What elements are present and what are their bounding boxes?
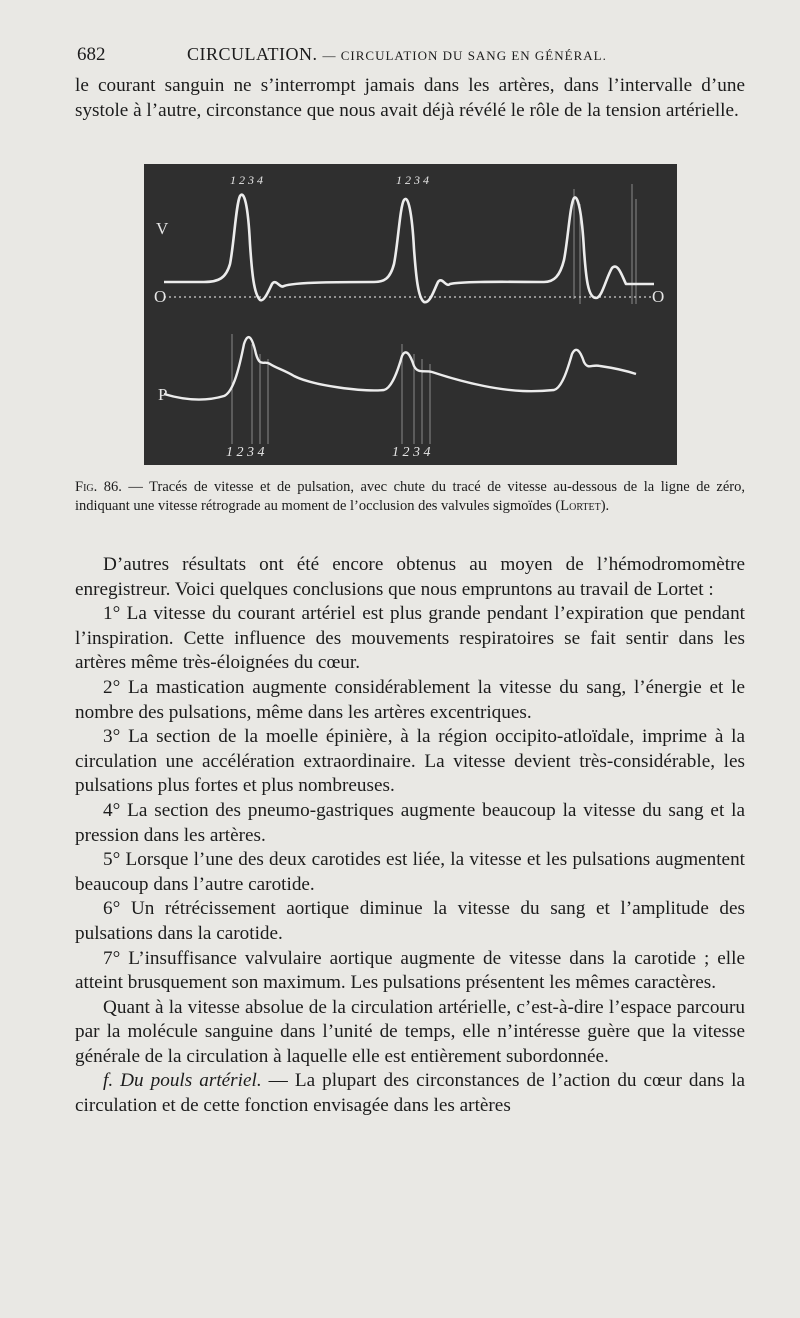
conclusion-6: 6° Un rétrécissement aortique diminue la vitesse du sang et l’amplitude des pulsations dans la carotide. [75,898,745,944]
figure-86-plate [144,164,677,465]
conclusion-1: 1° La vitesse du courant artériel est plus grande pendant l’expiration que pendant l’inspiration. Cette influence des mouvements respiratoires se fait sentir dans les artères même très-éloignées du cœur. [75,603,745,674]
section-heading-pulse: f. Du pouls artériel. [103,1070,262,1092]
timing-marks-top-2: 1 2 3 4 [396,173,429,187]
main-text [75,553,745,1119]
caption-author: Lortet [560,497,601,514]
paragraph-pulse [75,1069,745,1118]
pulse-axis-label: P [158,385,168,404]
conclusion-3: 3° La section de la moelle épinière, à la région occipito-atloïdale, imprime à la circulation une accélération extraordinaire. La vitesse devient très-considérable, les pulsations plus fortes et plus nombreuses. [75,726,745,797]
conclusion-2: 2° La mastication augmente considérablement la vitesse du sang, l’énergie et le nombre des pulsations, même dans les artères excentriques. [75,676,745,723]
caption-text: — Tracés de vitesse et de pulsation, avec chute du tracé de vitesse au-dessous de la ligne de zéro, indiquant une vitesse rétrograde au moment de l’occlusion des valvules sigmoïdes ( [75,479,746,514]
paragraph-absolute-velocity: Quant à la vitesse absolue de la circulation artérielle, c’est-à-dire l’espace parcouru par la molécule sanguine dans l’unité de temps, elle n’intéresse guère que la vitesse générale de la circulation à laquelle elle est entièrement subordonnée. [75,996,745,1067]
intro-paragraph [75,74,745,123]
tracing-illustration [144,164,677,465]
caption-end: ). [600,497,610,514]
paragraph-results: D’autres résultats ont été encore obtenus au moyen de l’hémodromomètre enregistreur. Voici quelques conclusions que nous empruntons au travail de Lortet : [75,554,745,600]
page-number: 682 [77,44,106,65]
paragraph-pulse-text: — La plupart des circonstances de l’action du cœur dans la circulation et de cette fonction envisagée dans les artères [75,1070,745,1117]
chapter-title: CIRCULATION. [187,44,318,64]
intro-text: le courant sanguin ne s’interrompt jamais dans les artères, dans l’intervalle d’une systole à l’autre, circonstance que nous avait déjà révélé le rôle de la tension artérielle. [75,75,745,121]
conclusion-7: 7° L’insuffisance valvulaire aortique augmente de vitesse dans la carotide ; elle atteint brusquement son maximum. Les pulsations présentent les mêmes caractères. [75,947,745,994]
running-head [75,42,745,68]
zero-label-right: O [652,287,665,306]
timing-marks-bottom-2: 1 2 3 4 [392,445,431,460]
timing-marks-bottom-1: 1 2 3 4 [226,445,265,460]
timing-marks-top-1: 1 2 3 4 [230,173,263,187]
zero-label-left: O [154,287,167,306]
velocity-axis-label: V [156,219,169,238]
conclusion-4: 4° La section des pneumo-gastriques augmente beaucoup la vitesse du sang et la pression dans les artères. [75,799,745,846]
running-title [187,44,607,65]
figure-label: Fig. 86. [75,479,122,495]
figure-caption [75,478,745,515]
section-subtitle: — CIRCULATION DU SANG EN GÉNÉRAL. [322,48,607,63]
conclusion-5: 5° Lorsque l’une des deux carotides est liée, la vitesse et les pulsations augmentent beaucoup dans l’autre carotide. [75,849,745,895]
